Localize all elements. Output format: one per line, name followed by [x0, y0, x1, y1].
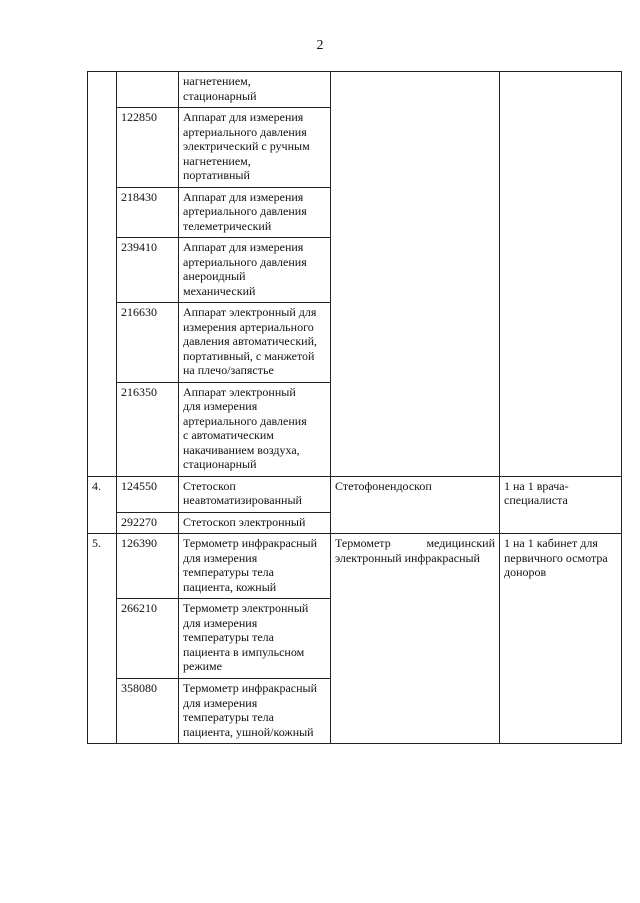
device-type-cell: Стетофонендоскоп — [331, 476, 500, 534]
quantity-cell: 1 на 1 кабинет для первичного осмотра доноров — [500, 534, 622, 744]
table-row — [88, 476, 622, 512]
row-number-cell — [88, 72, 117, 477]
code-cell: 266210 — [117, 599, 179, 679]
device-name-cell: нагнетением, стационарный — [179, 72, 331, 108]
code-cell — [117, 72, 179, 108]
equipment-table — [87, 71, 622, 744]
code-cell: 292270 — [117, 512, 179, 534]
page-number: 2 — [316, 38, 324, 53]
device-name-cell: Аппарат электронный для измерения артериального давления автоматический, портативный, с манжетой на плечо/запястье — [179, 303, 331, 383]
device-name-cell: Термометр электронный для измерения температуры тела пациента в импульсном режиме — [179, 599, 331, 679]
device-name-cell: Стетоскоп неавтоматизированный — [179, 476, 331, 512]
code-cell: 216350 — [117, 382, 179, 476]
quantity-cell — [500, 72, 622, 477]
table-row — [88, 72, 622, 108]
device-type-cell — [331, 72, 500, 477]
code-cell: 358080 — [117, 679, 179, 744]
code-cell: 124550 — [117, 476, 179, 512]
device-name-cell: Аппарат для измерения артериального давления телеметрический — [179, 187, 331, 238]
row-number-cell: 4. — [88, 476, 117, 534]
table-row — [88, 534, 622, 599]
device-name-cell: Аппарат для измерения артериального давления анероидный механический — [179, 238, 331, 303]
device-name-cell: Термометр инфракрасный для измерения температуры тела пациента, кожный — [179, 534, 331, 599]
device-name-cell: Аппарат для измерения артериального давления электрический с ручным нагнетением, портативный — [179, 108, 331, 188]
code-cell: 216630 — [117, 303, 179, 383]
code-cell: 218430 — [117, 187, 179, 238]
row-number-cell: 5. — [88, 534, 117, 744]
code-cell: 239410 — [117, 238, 179, 303]
code-cell: 126390 — [117, 534, 179, 599]
device-type-cell: Термометр медицинский электронный инфракрасный — [331, 534, 500, 744]
device-name-cell: Аппарат электронный для измерения артериального давления с автоматическим накачиванием воздуха, стационарный — [179, 382, 331, 476]
device-name-cell: Термометр инфракрасный для измерения температуры тела пациента, ушной/кожный — [179, 679, 331, 744]
device-name-cell: Стетоскоп электронный — [179, 512, 331, 534]
quantity-cell: 1 на 1 врача- специалиста — [500, 476, 622, 534]
code-cell: 122850 — [117, 108, 179, 188]
